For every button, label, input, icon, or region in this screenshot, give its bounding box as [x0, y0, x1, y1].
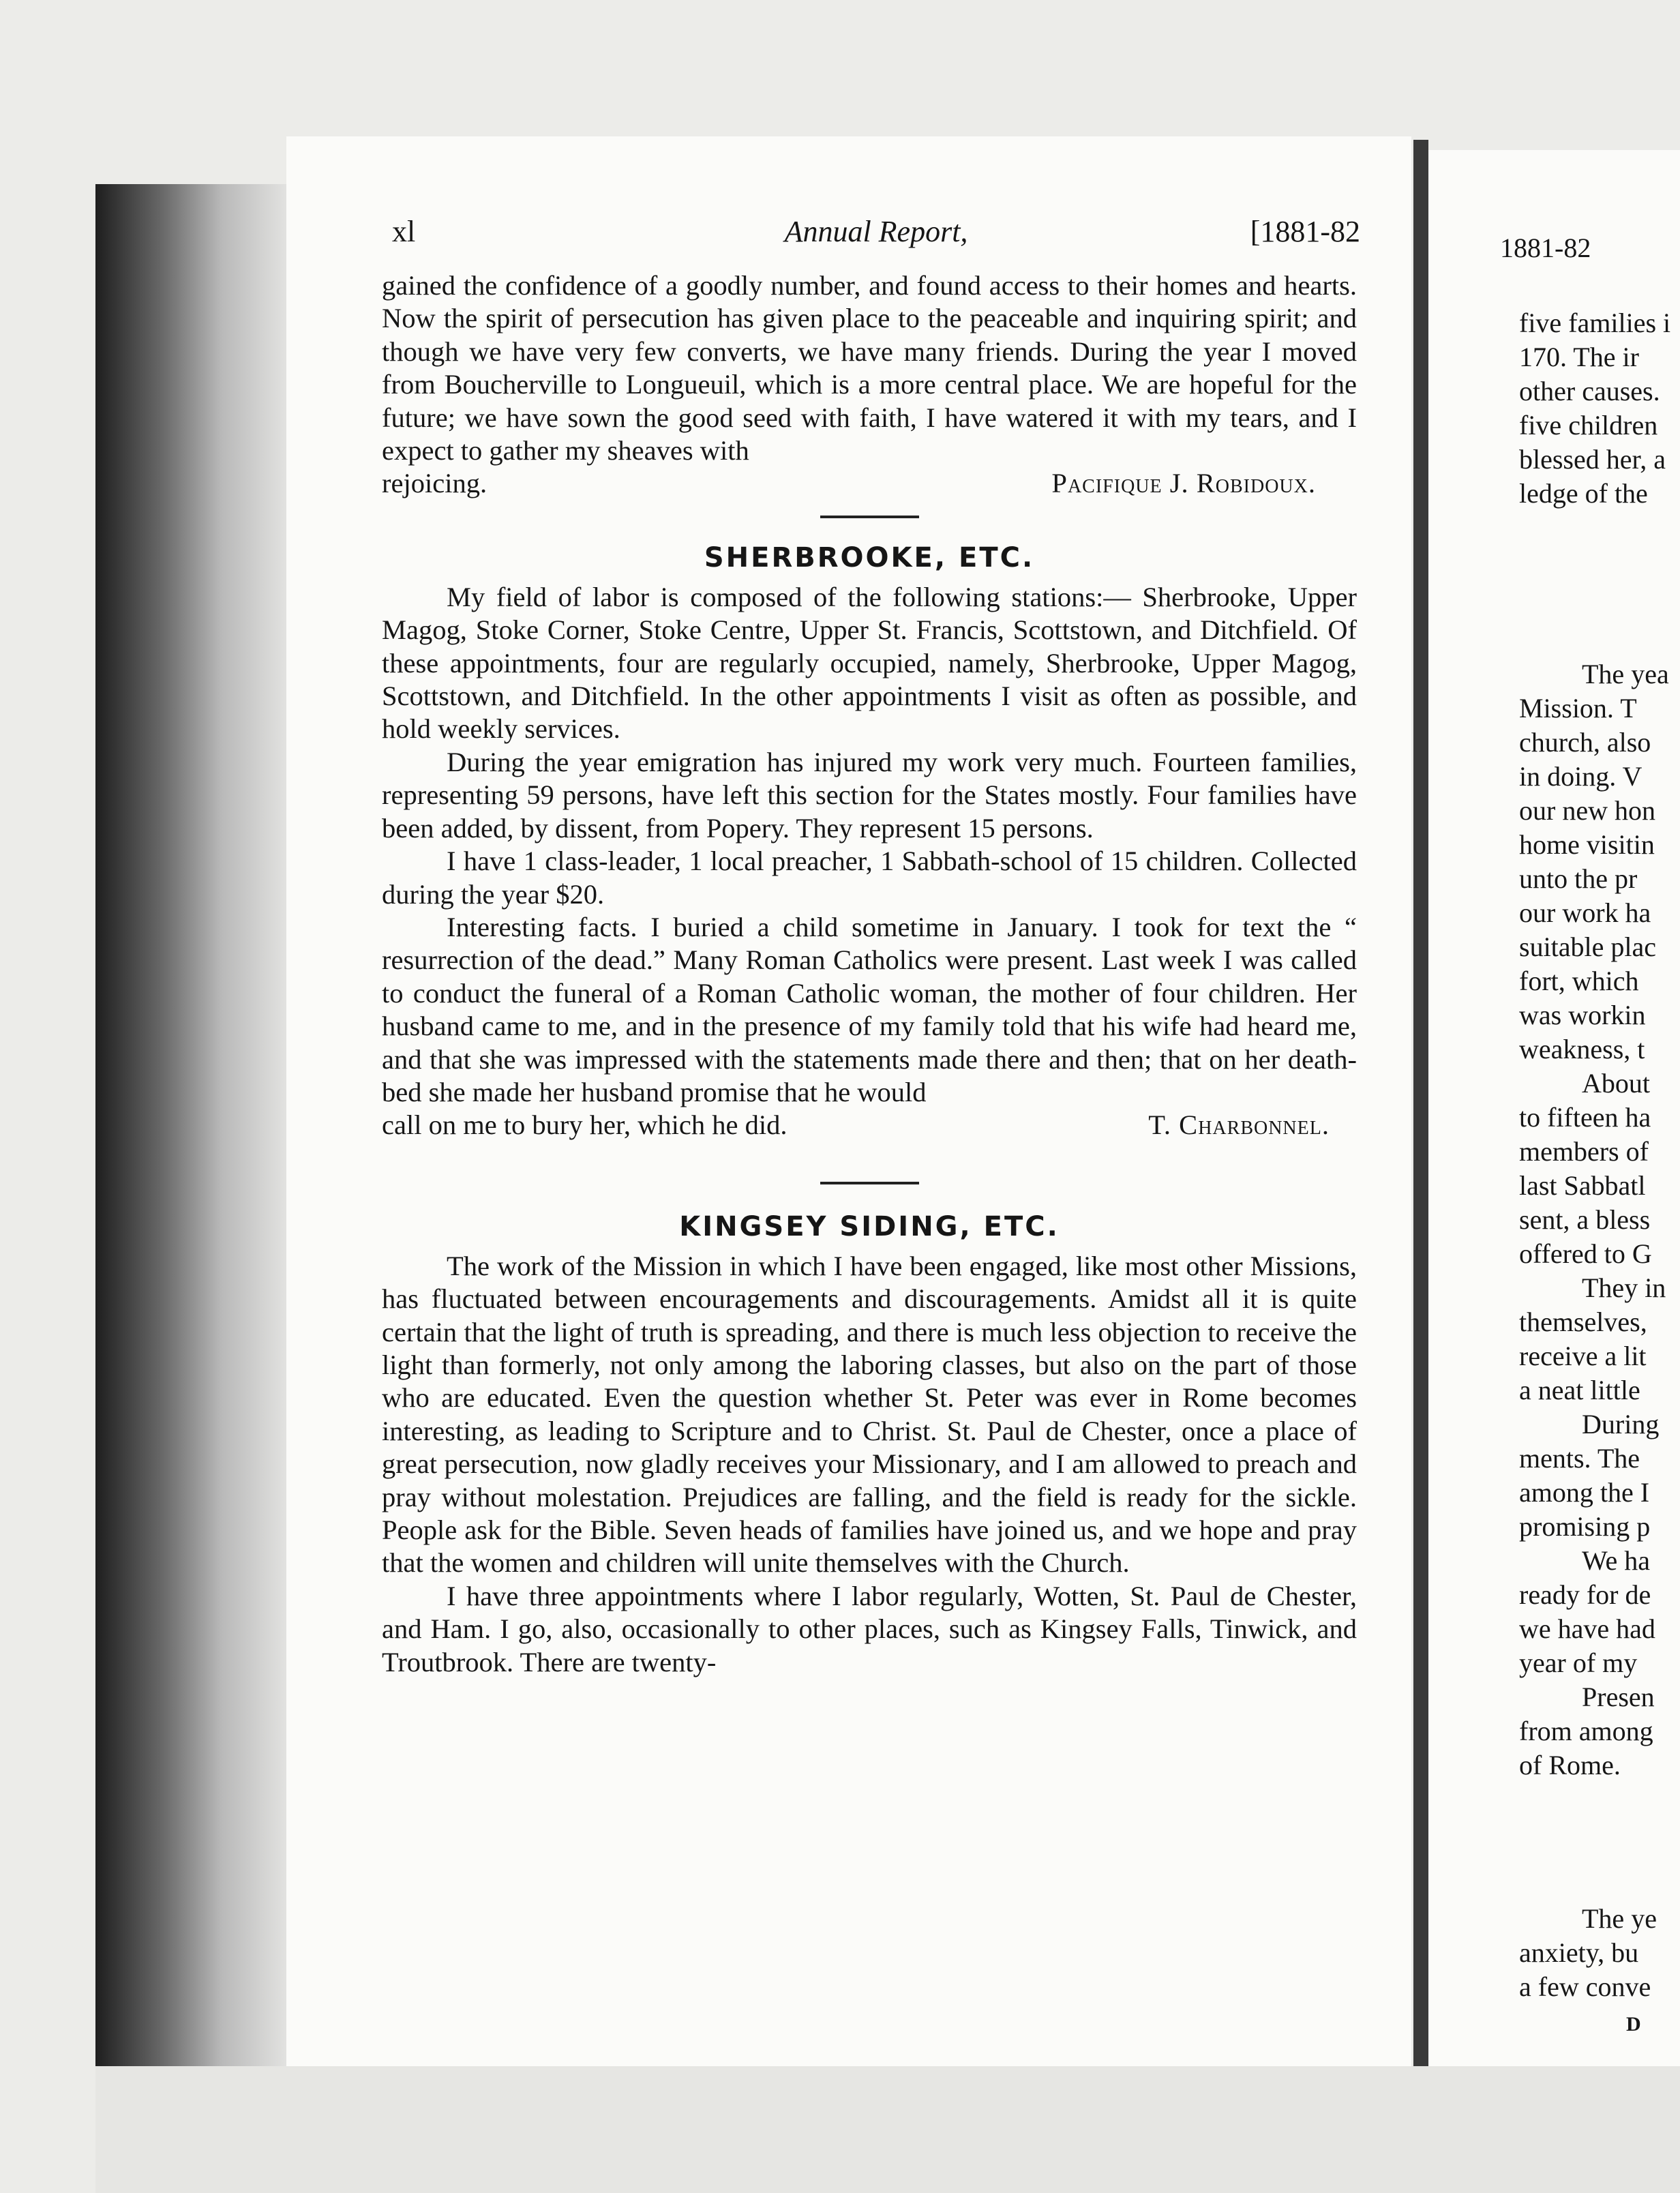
section-heading-kingsey: KINGSEY SIDING, ETC. — [679, 1210, 1060, 1242]
intro-signature: Pacifique J. Robidoux. — [1051, 468, 1316, 499]
right-page-line: other causes. — [1519, 376, 1660, 406]
sherbrooke-paragraph-3: I have 1 class-leader, 1 local preacher, 1 Sabbath-school of 15 children. Collected during the year $20. — [382, 846, 1357, 910]
section-heading-sherbrooke: SHERBROOKE, ETC. — [704, 541, 1035, 573]
right-page-line: offered to G — [1519, 1238, 1652, 1269]
right-page-line: suitable plac — [1519, 931, 1657, 962]
running-year: [1881-82 — [1250, 215, 1360, 248]
right-page-line: members of — [1519, 1136, 1649, 1167]
right-page-line: our work ha — [1519, 897, 1651, 928]
section-divider — [820, 516, 919, 518]
right-page-line: promising p — [1519, 1511, 1651, 1542]
sherbrooke-signature: T. Charbonnel. — [1148, 1109, 1330, 1141]
right-page-line: During — [1582, 1409, 1660, 1439]
sherbrooke-closing-line — [382, 1109, 1357, 1142]
sherbrooke-paragraph-4: Interesting facts. I buried a child sometime in January. I took for text the “ resurrection of the dead.” Many Roman Catholics were present. Last week I was called to conduct the funeral of a Roman Catholic woman, the mother of four children. Her husband came to me, and in the presence of my family told that his wife had heard me, and that she was impressed with the statements made there and then; that on her death-bed she made her husband promise that he would — [382, 911, 1357, 1107]
right-page-line: blessed her, a — [1519, 444, 1666, 475]
right-page-line: We ha — [1582, 1545, 1651, 1576]
right-page-line: ments. The — [1519, 1443, 1640, 1474]
right-page-line: themselves, — [1519, 1307, 1647, 1337]
right-page-line: from among — [1519, 1716, 1653, 1746]
sherbrooke-paragraph-1: My field of labor is composed of the following stations:— Sherbrooke, Upper Magog, Stoke Corner, Stoke Centre, Upper St. Francis, Scottstown, and Ditchfield. Of these appointments, four are regularly occupied, namely, Sherbrooke, Upper Magog, Scottstown, and Ditchfield. In the other appointments I visit as often as possible, and hold weekly services. — [382, 581, 1357, 745]
right-page-line: About — [1582, 1068, 1650, 1099]
right-page-line: The ye — [1582, 1903, 1657, 1934]
kingsey-paragraph-1: The work of the Mission in which I have been engaged, like most other Missions, has fluctuated between encouragements and discouragements. Amidst all it is quite certain that the light of truth is spreading, and there is much less objection to receive the light than formerly, not only among the laboring classes, but also on the part of those who are educated. Even the question whether St. Peter was ever in Rome becomes interesting, as leading to Scripture and to Christ. St. Paul de Chester, once a place of great persecution, now gladly receives your Missionary, and I am allowed to preach and pray without molestation. Prejudices are falling, and the field is ready for the sickle. People ask for the Bible. Seven heads of families have joined us, and we hope and pray that the women and children will unite themselves with the Church. — [382, 1250, 1357, 1579]
right-page-line: five families i — [1519, 308, 1671, 338]
section-divider — [820, 1182, 919, 1184]
right-page-line: was workin — [1519, 1000, 1646, 1030]
right-page-line: in doing. V — [1519, 761, 1642, 792]
right-page-line: They in — [1582, 1272, 1666, 1303]
right-page-line: Mission. T — [1519, 693, 1637, 723]
right-page-line: of Rome. — [1519, 1750, 1621, 1780]
right-running-head: 1881-82 — [1500, 233, 1591, 263]
running-head — [392, 205, 1360, 259]
book-gutter — [1413, 140, 1428, 2070]
right-page-line: unto the pr — [1519, 863, 1638, 894]
book-page-edges — [95, 184, 290, 2080]
right-page-line: ledge of the — [1519, 478, 1648, 509]
main-text — [382, 269, 1357, 1679]
right-page-line: year of my — [1519, 1647, 1638, 1678]
page-number: xl — [392, 215, 416, 248]
right-page-line: home visitin — [1519, 829, 1655, 860]
right-page-line: a neat little — [1519, 1375, 1640, 1405]
sherbrooke-paragraph-2: During the year emigration has injured my work very much. Fourteen families, representing 59 persons, have left this section for the States mostly. Four families have been added, by dissent, from Popery. They represent 15 persons. — [382, 746, 1357, 844]
right-page-line: to fifteen ha — [1519, 1102, 1651, 1133]
right-page-line: among the I — [1519, 1477, 1650, 1508]
right-page-line: fort, which — [1519, 966, 1639, 996]
right-page-line: anxiety, bu — [1519, 1937, 1639, 1968]
right-page-line: a few conve — [1519, 1971, 1651, 2002]
right-page-line: Presen — [1582, 1682, 1655, 1712]
right-page-line: church, also — [1519, 727, 1651, 758]
right-page-line: last Sabbatl — [1519, 1170, 1646, 1201]
intro-closing-line — [382, 467, 1357, 500]
intro-paragraph: gained the confidence of a goodly number, and found access to their homes and hearts. Now the spirit of persecution has given place to the peaceable and inquiring spirit; and though we have very few converts, we have many friends. During the year I moved from Boucherville to Longueuil, which is a more central place. We are hopeful for the future; we have sown the good seed with faith, I have watered it with my tears, and I expect to gather my sheaves with — [382, 270, 1357, 466]
right-page-line: five children — [1519, 410, 1658, 441]
sherbrooke-last-line: call on me to bury her, which he did. — [382, 1109, 787, 1141]
right-page-line: ready for de — [1519, 1579, 1651, 1610]
right-page-line: we have had — [1519, 1613, 1655, 1644]
right-page-line: weakness, t — [1519, 1034, 1645, 1064]
right-page-line: sent, a bless — [1519, 1204, 1651, 1235]
right-page-line: The yea — [1582, 659, 1669, 689]
right-page-line: 170. The ir — [1519, 342, 1639, 372]
kingsey-paragraph-2: I have three appointments where I labor regularly, Wotten, St. Paul de Chester, and Ham. I go, also, occasionally to other places, such as Kingsey Falls, Tinwick, and Troutbrook. There are twenty- — [382, 1580, 1357, 1677]
running-title: Annual Report, — [784, 215, 968, 248]
right-page-line: receive a lit — [1519, 1341, 1647, 1371]
intro-last-word: rejoicing. — [382, 468, 487, 499]
right-page-line: our new hon — [1519, 795, 1655, 826]
right-page-line: D — [1626, 2013, 1641, 2035]
